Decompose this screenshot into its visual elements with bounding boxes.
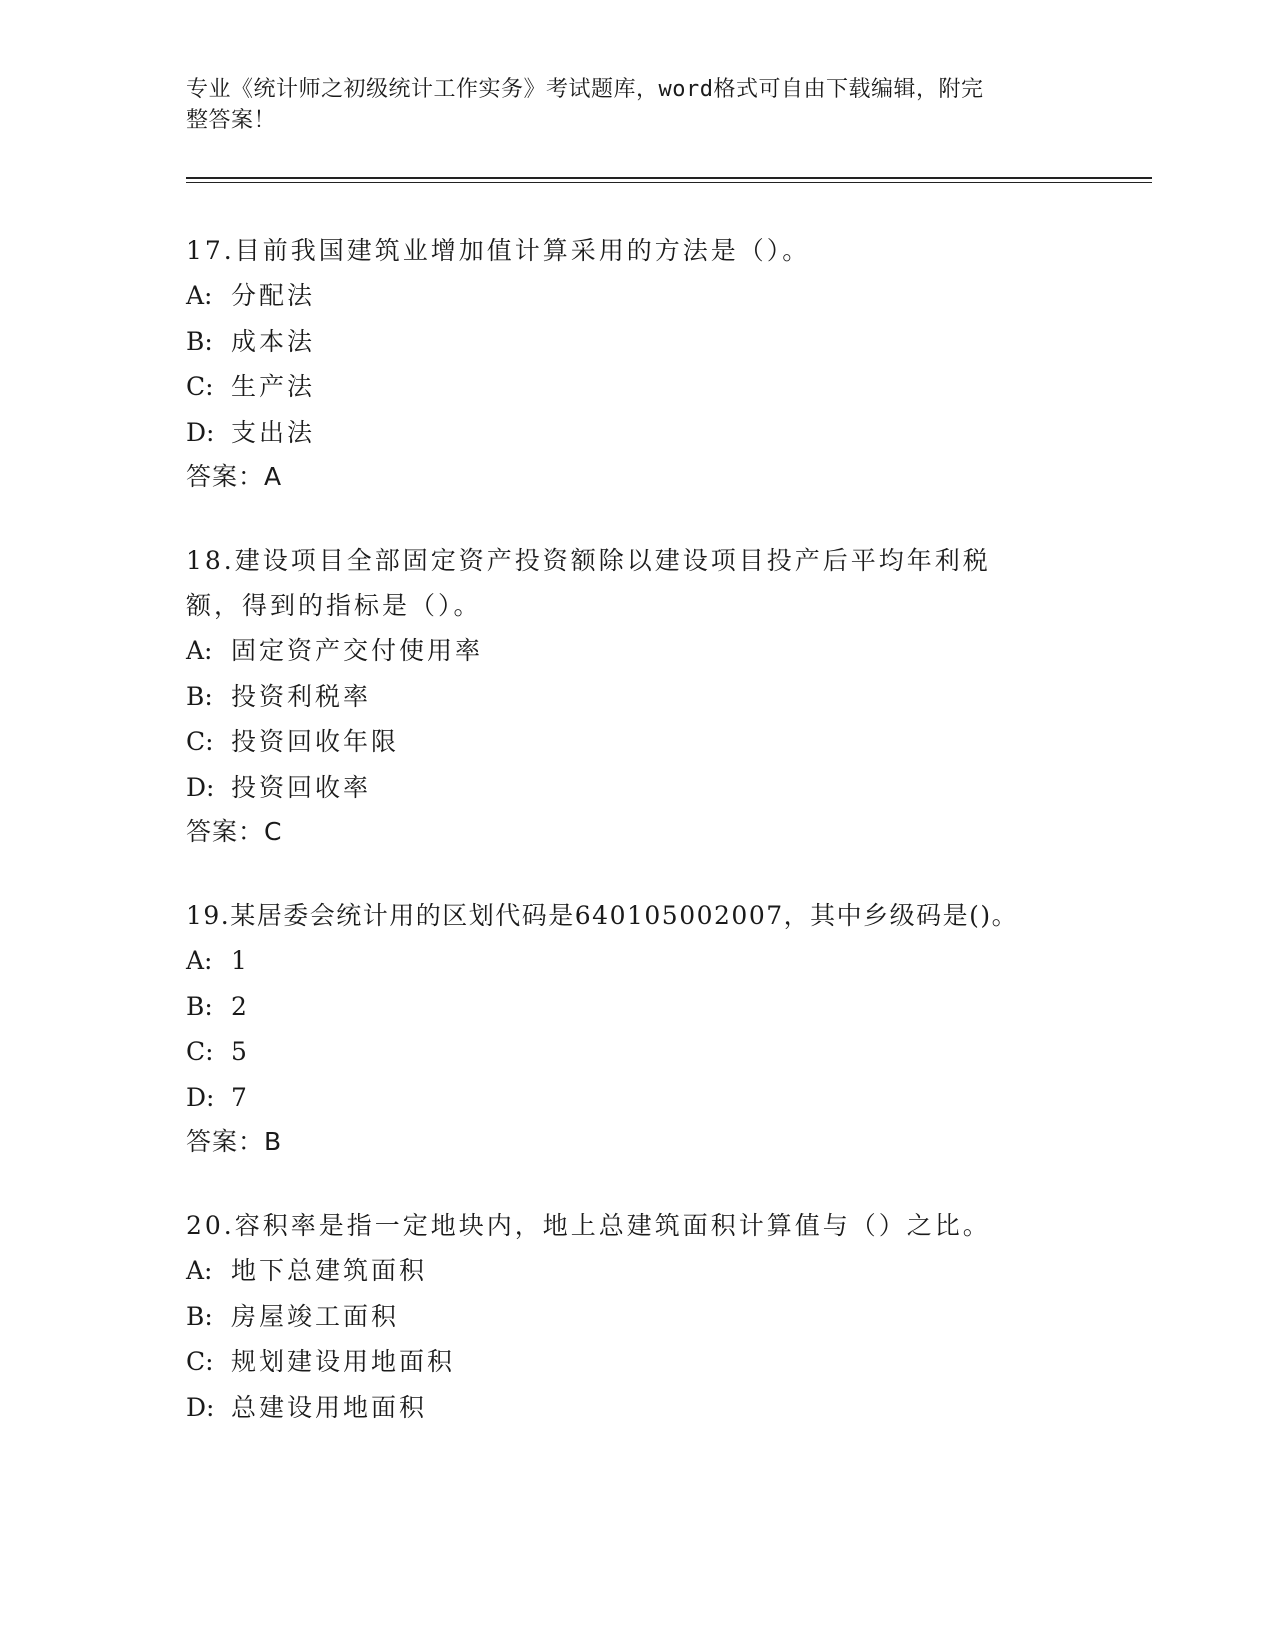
option-a bbox=[186, 938, 1086, 984]
option-text: 成本法 bbox=[231, 326, 316, 356]
option-d bbox=[186, 1385, 1086, 1431]
answer: 答案：C bbox=[186, 817, 283, 846]
option-text: 投资利税率 bbox=[231, 681, 372, 711]
option-label: A: bbox=[186, 946, 213, 975]
option-text: 规划建设用地面积 bbox=[231, 1347, 456, 1376]
option-label: B: bbox=[186, 991, 213, 1021]
document-header bbox=[186, 74, 1066, 136]
question-text: 18.建设项目全部固定资产投资额除以建设项目投产后平均年利税额，得到的指标是（）。 bbox=[186, 546, 991, 620]
option-text: 投资回收率 bbox=[231, 772, 372, 802]
answer: 答案：B bbox=[186, 1127, 283, 1156]
header-divider-thick bbox=[186, 177, 1152, 179]
option-label: D: bbox=[186, 1082, 215, 1112]
question-20 bbox=[186, 1203, 1086, 1430]
option-b bbox=[186, 319, 1086, 365]
option-b bbox=[186, 1294, 1086, 1340]
question-text: 17.目前我国建筑业增加值计算采用的方法是（）。 bbox=[186, 236, 811, 265]
option-label: D: bbox=[186, 417, 215, 447]
option-d bbox=[186, 765, 1086, 811]
option-c bbox=[186, 719, 1086, 765]
option-label: A: bbox=[186, 281, 213, 310]
option-c bbox=[186, 1339, 1086, 1385]
option-label: C: bbox=[186, 1037, 214, 1066]
option-label: D: bbox=[186, 772, 215, 802]
option-label: C: bbox=[186, 727, 214, 756]
option-text: 分配法 bbox=[231, 281, 316, 310]
option-label: C: bbox=[186, 1347, 214, 1376]
option-label: A: bbox=[186, 1256, 213, 1285]
question-17 bbox=[186, 228, 1086, 499]
option-text: 固定资产交付使用率 bbox=[231, 636, 484, 665]
question-text: 19.某居委会统计用的区划代码是640105002007，其中乡级码是()。 bbox=[186, 901, 1019, 930]
option-text: 7 bbox=[231, 1082, 250, 1112]
option-text: 生产法 bbox=[231, 372, 316, 401]
option-label: B: bbox=[186, 326, 213, 356]
option-text: 2 bbox=[231, 991, 250, 1021]
intro-line-1: 专业《统计师之初级统计工作实务》考试题库，word格式可自由下载编辑，附完 bbox=[186, 77, 984, 102]
option-label: D: bbox=[186, 1392, 215, 1422]
option-b bbox=[186, 674, 1086, 720]
option-a bbox=[186, 1248, 1086, 1294]
question-18 bbox=[186, 538, 1086, 854]
option-text: 投资回收年限 bbox=[231, 727, 400, 756]
question-list bbox=[186, 228, 1086, 1469]
option-d bbox=[186, 410, 1086, 456]
question-text: 20.容积率是指一定地块内，地上总建筑面积计算值与（）之比。 bbox=[186, 1211, 991, 1240]
question-19 bbox=[186, 893, 1086, 1164]
option-text: 1 bbox=[231, 946, 250, 975]
option-d bbox=[186, 1075, 1086, 1121]
header-divider-thin bbox=[186, 182, 1152, 183]
option-b bbox=[186, 984, 1086, 1030]
intro-line-2: 整答案！ bbox=[186, 108, 277, 133]
option-text: 总建设用地面积 bbox=[231, 1392, 428, 1422]
option-label: C: bbox=[186, 372, 214, 401]
option-text: 支出法 bbox=[231, 417, 316, 447]
option-label: B: bbox=[186, 681, 213, 711]
option-text: 地下总建筑面积 bbox=[231, 1256, 428, 1285]
option-text: 5 bbox=[231, 1037, 250, 1066]
option-label: A: bbox=[186, 636, 213, 665]
option-c bbox=[186, 1029, 1086, 1075]
option-a bbox=[186, 273, 1086, 319]
option-label: B: bbox=[186, 1301, 213, 1331]
option-a bbox=[186, 628, 1086, 674]
option-c bbox=[186, 364, 1086, 410]
answer: 答案：A bbox=[186, 462, 283, 491]
option-text: 房屋竣工面积 bbox=[231, 1301, 400, 1331]
